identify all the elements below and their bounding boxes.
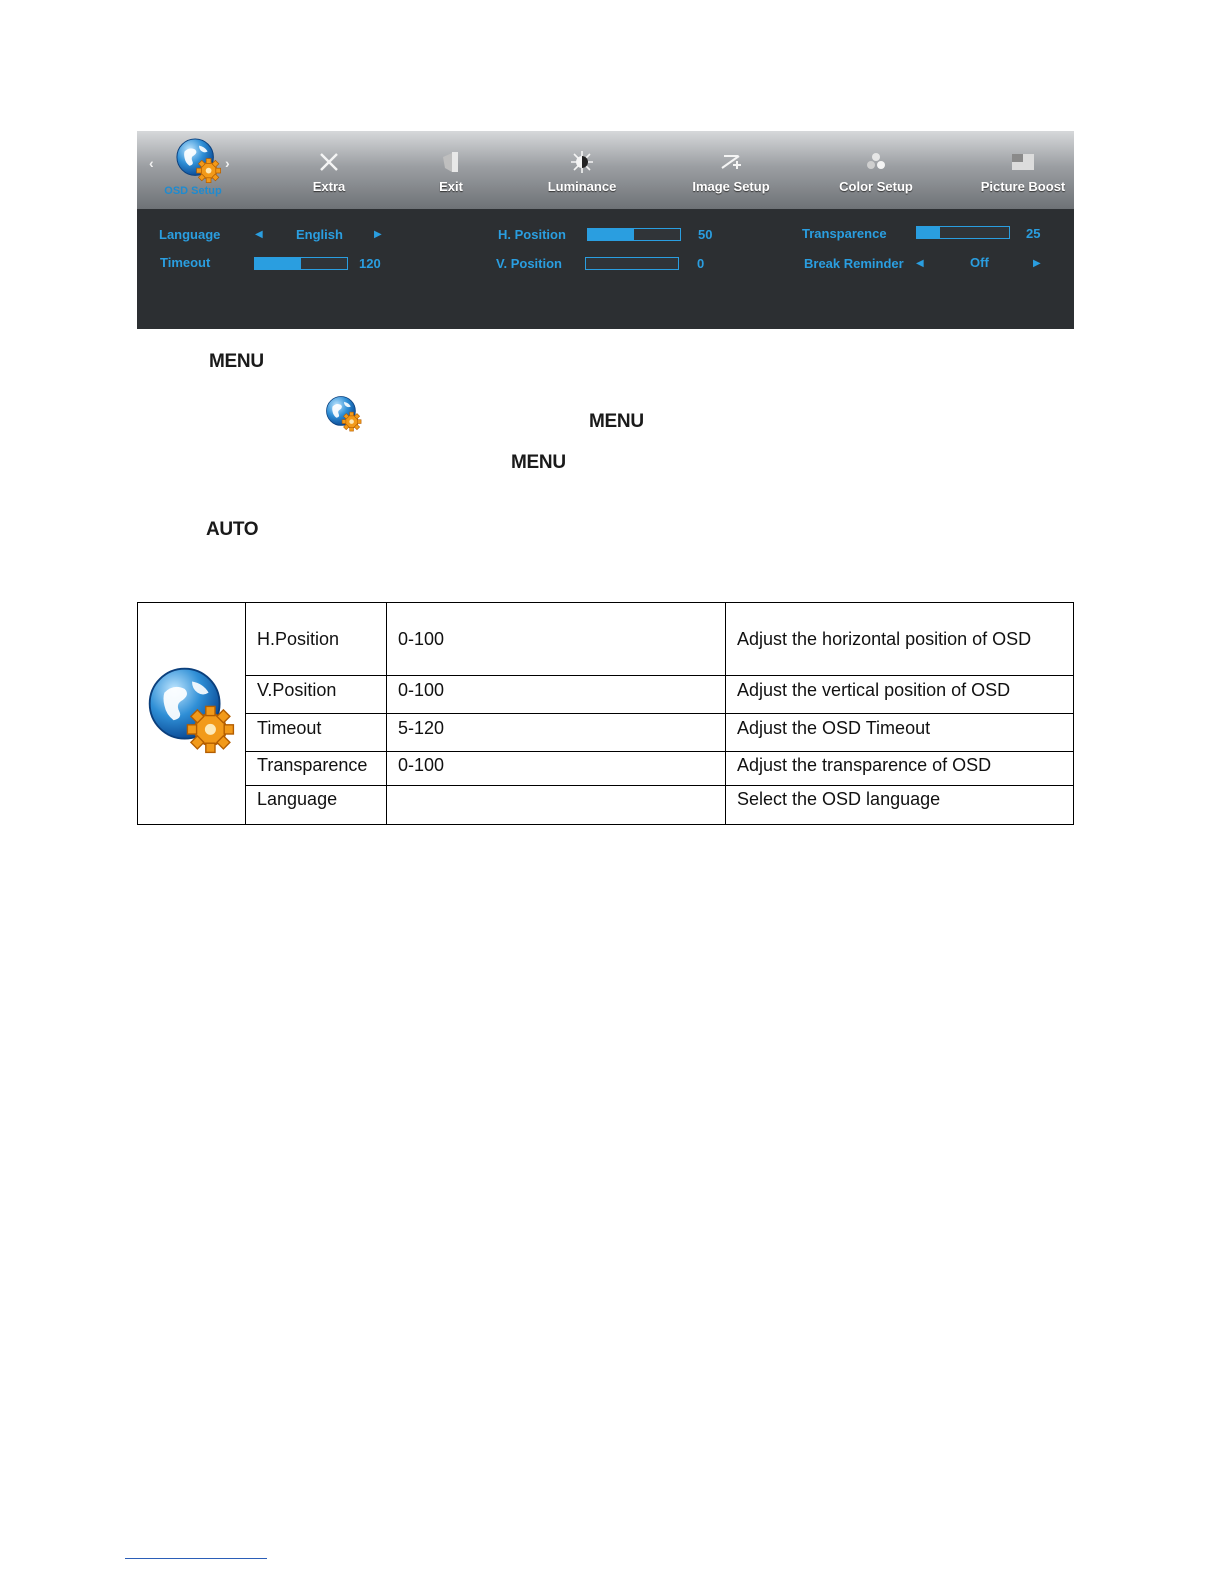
table-range-cell: 0-100 [387, 752, 726, 786]
table-item-cell: H.Position [246, 603, 387, 676]
sun-icon [570, 151, 594, 173]
picture-boost-icon [1011, 151, 1035, 173]
menu-key-label: MENU [511, 452, 566, 473]
v-position-slider[interactable] [585, 257, 679, 270]
break-reminder-label: Break Reminder [804, 256, 904, 271]
image-setup-icon [719, 151, 743, 173]
tab-luminance[interactable] [537, 131, 627, 209]
table-row [138, 786, 1074, 825]
tab-color-setup[interactable] [829, 131, 923, 209]
globe-gear-icon [175, 137, 223, 185]
tab-label: Luminance [547, 179, 617, 194]
transparence-value: 25 [1026, 226, 1041, 241]
tab-picture-boost[interactable] [975, 131, 1071, 209]
transparence-label: Transparence [802, 226, 887, 241]
language-label: Language [159, 227, 221, 242]
table-item-cell: Timeout [246, 714, 387, 752]
tab-exit[interactable] [411, 131, 491, 209]
table-row [138, 714, 1074, 752]
table-item-cell: Transparence [246, 752, 387, 786]
auto-key-label: AUTO [206, 519, 259, 540]
language-left-arrow-icon[interactable]: ◀ [255, 229, 263, 240]
timeout-value: 120 [359, 256, 381, 271]
tab-label: OSD Setup [164, 185, 222, 197]
table-range-cell: 0-100 [387, 676, 726, 714]
table-desc-cell: Adjust the transparence of OSD [726, 752, 1074, 786]
table-range-cell: 0-100 [387, 603, 726, 676]
h-position-fill [588, 229, 634, 240]
table-row [138, 603, 1074, 676]
break-reminder-left-arrow-icon[interactable]: ◀ [916, 258, 924, 269]
transparence-slider[interactable] [916, 226, 1010, 239]
table-item-cell: Language [246, 786, 387, 825]
tab-label: Image Setup [692, 179, 770, 194]
table-desc-cell: Adjust the OSD Timeout [726, 714, 1074, 752]
table-icon-cell [138, 603, 246, 825]
osd-setup-table [137, 602, 1074, 825]
menu-key-label: MENU [209, 351, 264, 372]
globe-gear-icon [325, 395, 363, 433]
table-range-cell [387, 786, 726, 825]
tab-label: Picture Boost [980, 179, 1066, 194]
table-item-cell: V.Position [246, 676, 387, 714]
timeout-fill [255, 258, 301, 269]
tab-image-setup[interactable] [683, 131, 779, 209]
nav-right-icon[interactable]: › [225, 155, 230, 171]
table-desc-cell: Adjust the vertical position of OSD [726, 676, 1074, 714]
tab-label: Extra [312, 179, 346, 194]
language-right-arrow-icon[interactable]: ▶ [374, 229, 382, 240]
table-desc-cell: Select the OSD language [726, 786, 1074, 825]
table-row [138, 676, 1074, 714]
color-setup-icon [864, 151, 888, 173]
h-position-label: H. Position [498, 227, 566, 242]
timeout-slider[interactable] [254, 257, 348, 270]
osd-panel [137, 131, 1074, 329]
break-reminder-right-arrow-icon[interactable]: ▶ [1033, 258, 1041, 269]
v-position-label: V. Position [496, 256, 562, 271]
table-range-cell: 5-120 [387, 714, 726, 752]
v-position-value: 0 [697, 256, 705, 271]
exit-icon [439, 151, 463, 173]
language-value[interactable]: English [296, 227, 343, 242]
timeout-label: Timeout [160, 255, 211, 270]
h-position-slider[interactable] [587, 228, 681, 241]
table-desc-cell: Adjust the horizontal position of OSD [726, 603, 1074, 676]
tab-extra[interactable] [289, 131, 369, 209]
extra-icon [317, 151, 341, 173]
break-reminder-value[interactable]: Off [970, 255, 989, 270]
footnote-separator [125, 1558, 267, 1559]
transparence-fill [917, 227, 940, 238]
tab-label: Color Setup [839, 179, 913, 194]
osd-tab-bar [137, 131, 1074, 209]
tab-osd-setup[interactable] [147, 131, 239, 209]
nav-left-icon[interactable]: ‹ [149, 155, 154, 171]
table-row [138, 752, 1074, 786]
menu-key-label: MENU [589, 411, 644, 432]
tab-label: Exit [439, 179, 463, 194]
h-position-value: 50 [698, 227, 713, 242]
globe-gear-icon [146, 665, 238, 757]
